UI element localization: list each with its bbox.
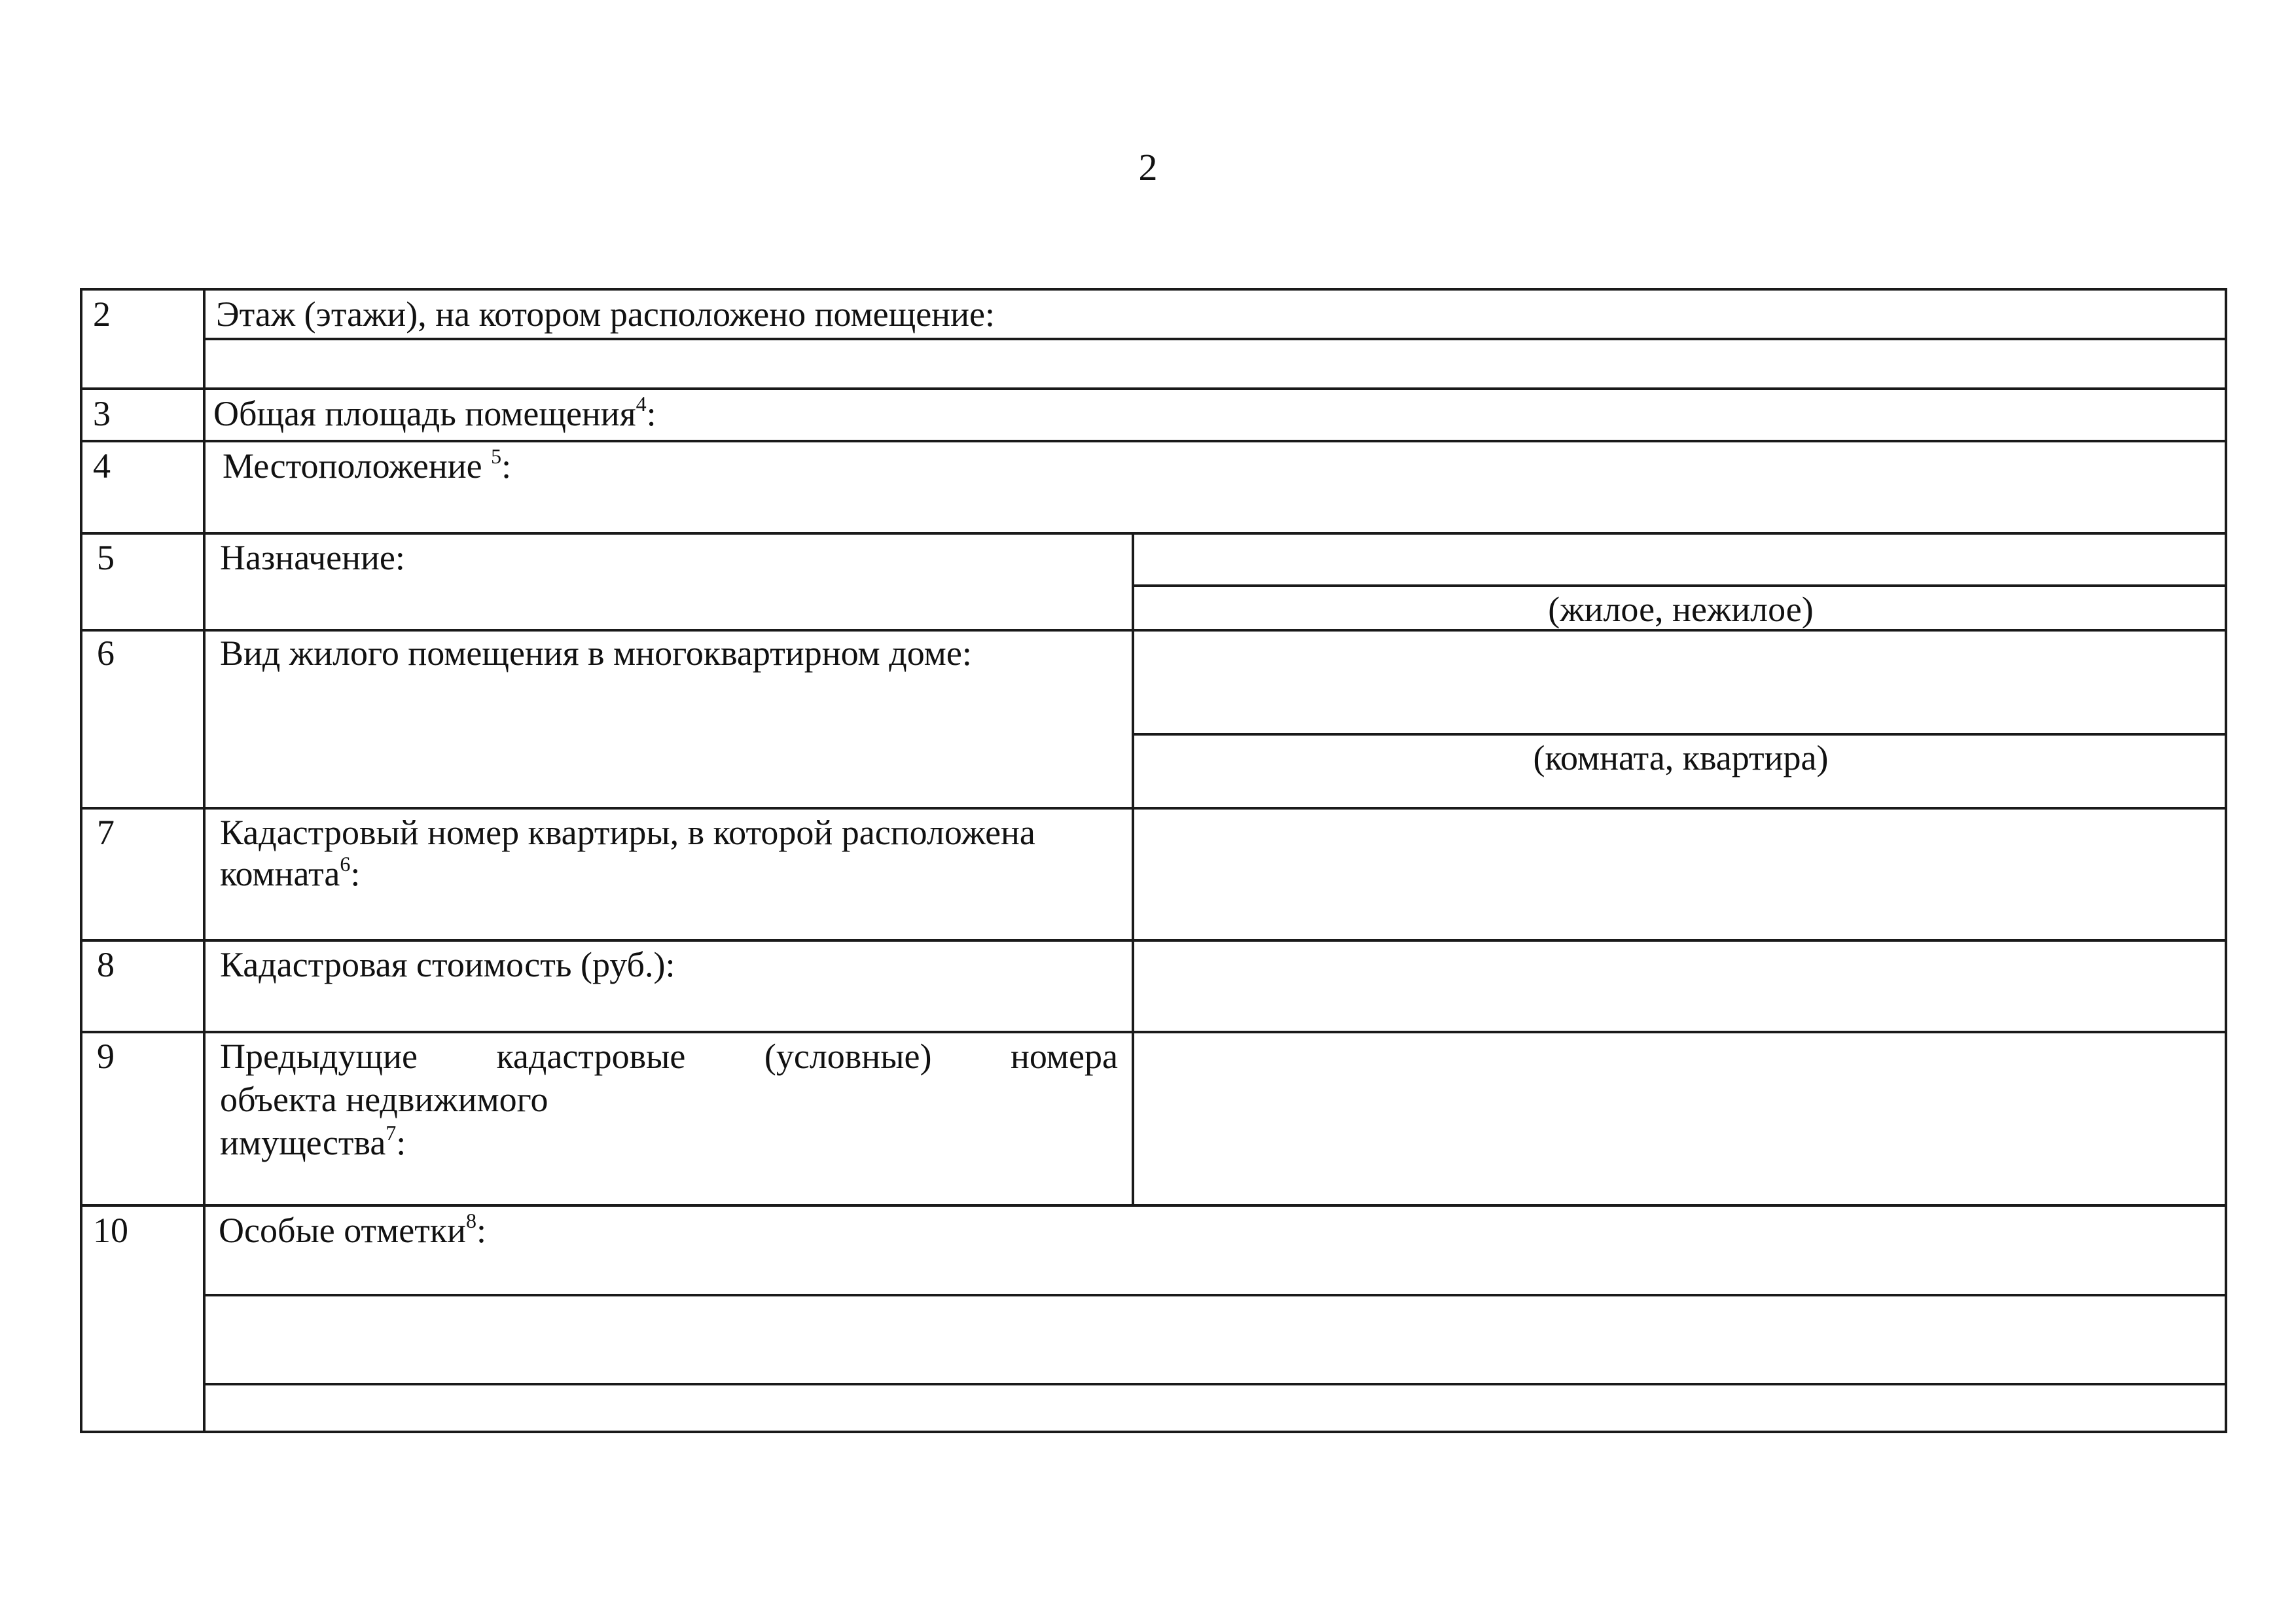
row7-label-line2 <box>220 851 360 896</box>
row-divider-4-5 <box>80 532 2227 535</box>
table-border-bottom <box>80 1431 2227 1433</box>
row9-colon: : <box>396 1123 406 1162</box>
row10-divider-1 <box>204 1294 2227 1296</box>
table-border-right <box>2225 288 2227 1433</box>
row7-label-text: комната <box>220 854 340 893</box>
footnote-6: 6 <box>340 852 351 876</box>
row9-label-text: имущества <box>220 1123 386 1162</box>
row9-word-4: номера <box>1011 1037 1118 1076</box>
page-number: 2 <box>1138 146 1158 188</box>
row9-label-line3 <box>220 1120 406 1165</box>
row-number-8: 8 <box>97 945 115 984</box>
row-divider-7-8 <box>80 939 2227 942</box>
table-border-left <box>80 288 82 1433</box>
row4-value-field[interactable] <box>207 491 2223 530</box>
row4-label-text: Местоположение <box>223 446 492 486</box>
row6-hint: (комната, квартира) <box>1533 738 1829 777</box>
row9-label-line2: объекта недвижимого <box>220 1080 548 1119</box>
row7-label-line1: Кадастровый номер квартиры, в которой расположена <box>220 813 1035 852</box>
row-divider-6-7 <box>80 807 2227 810</box>
row5-value-field[interactable] <box>1137 536 2223 583</box>
row2-label: Этаж (этажи), на котором расположено помещение: <box>216 294 995 334</box>
row-divider-3-4 <box>80 440 2227 442</box>
row3-label-text: Общая площадь помещения <box>213 394 636 433</box>
row3-colon: : <box>646 394 656 433</box>
row10-colon: : <box>476 1211 486 1250</box>
row7-colon: : <box>350 854 361 893</box>
row10-label-text: Особые отметки <box>219 1211 466 1250</box>
number-column-divider <box>203 288 206 1433</box>
row10-value-field-1[interactable] <box>207 1298 2223 1382</box>
row10-value-field-2[interactable] <box>207 1387 2223 1429</box>
footnote-7: 7 <box>386 1121 397 1145</box>
row9-word-3: (условные) <box>764 1037 932 1076</box>
value-column-divider <box>1132 532 1134 1207</box>
row5-hint: (жилое, нежилое) <box>1548 590 1814 629</box>
row-number-10: 10 <box>93 1211 128 1250</box>
footnote-4: 4 <box>636 392 647 416</box>
row8-value-field[interactable] <box>1137 943 2223 1028</box>
row9-label-line1 <box>220 1034 1118 1079</box>
row7-value-field[interactable] <box>1137 811 2223 936</box>
footnote-8: 8 <box>465 1209 476 1232</box>
table-border-top <box>80 288 2227 291</box>
row9-word-2: кадастровые <box>496 1037 686 1076</box>
row4-colon: : <box>501 446 512 486</box>
row-divider-2-3 <box>80 387 2227 390</box>
row5-label: Назначение: <box>220 538 405 577</box>
row10-label <box>219 1208 486 1253</box>
row-number-2: 2 <box>93 294 111 334</box>
row3-label <box>213 391 656 436</box>
row4-label <box>223 444 511 488</box>
row-number-5: 5 <box>97 538 115 577</box>
row6-value-field[interactable] <box>1137 633 2223 731</box>
row6-label: Вид жилого помещения в многоквартирном доме: <box>220 633 972 673</box>
row-divider-9-10 <box>80 1204 2227 1207</box>
row9-value-field[interactable] <box>1137 1035 2223 1202</box>
row8-label: Кадастровая стоимость (руб.): <box>220 945 675 984</box>
row-number-6: 6 <box>97 633 115 673</box>
row2-value-field[interactable] <box>207 342 2223 386</box>
row-divider-8-9 <box>80 1031 2227 1033</box>
row2-divider <box>204 338 2227 340</box>
row9-word-1: Предыдущие <box>220 1037 418 1076</box>
row-number-3: 3 <box>93 394 111 433</box>
row-number-9: 9 <box>97 1037 115 1076</box>
footnote-5: 5 <box>491 444 502 468</box>
row10-divider-2 <box>204 1383 2227 1385</box>
row-number-4: 4 <box>93 446 111 486</box>
row-number-7: 7 <box>97 813 115 852</box>
